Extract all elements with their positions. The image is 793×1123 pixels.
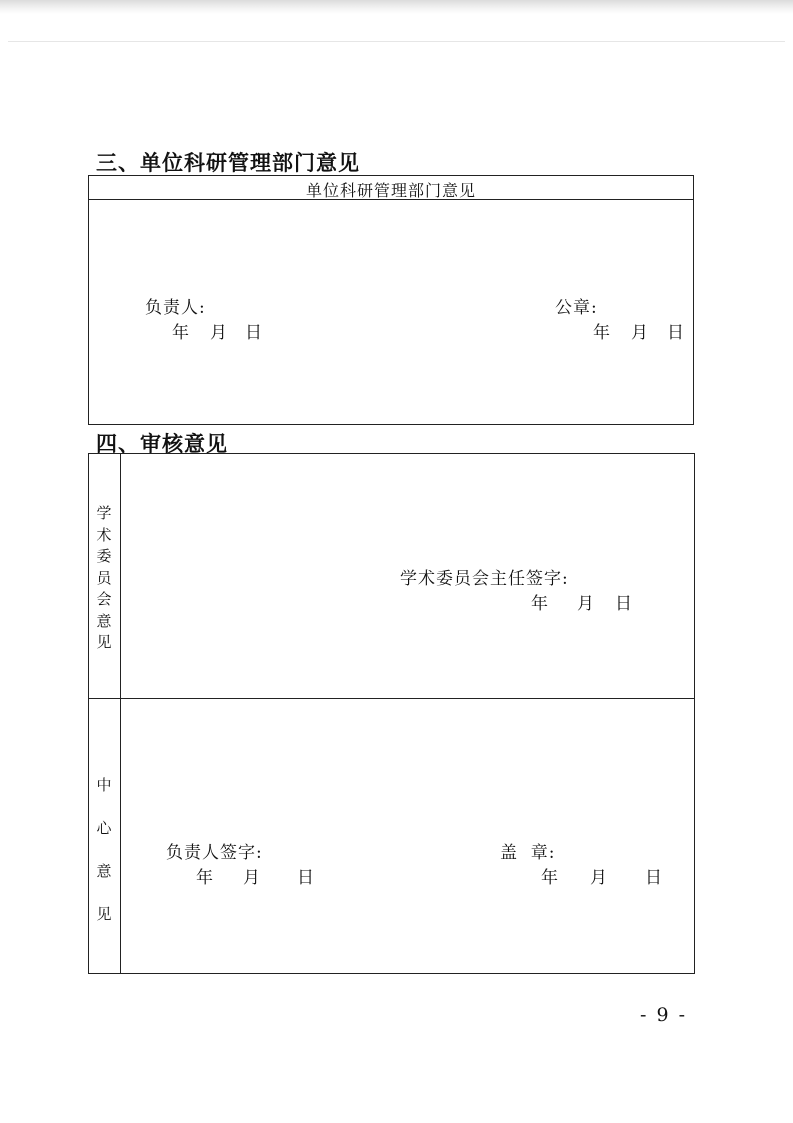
scan-line	[8, 41, 785, 42]
committee-year: 年	[531, 594, 549, 614]
section4-table	[88, 453, 695, 974]
center-left-day: 日	[297, 868, 315, 888]
committee-label-char: 会	[96, 590, 112, 608]
section4-label-column-divider	[120, 453, 121, 974]
center-right-month: 月	[590, 868, 608, 888]
committee-month: 月	[577, 594, 595, 614]
committee-day: 日	[615, 594, 633, 614]
committee-label-char: 术	[96, 525, 112, 544]
section4-heading: 四、审核意见	[96, 432, 228, 456]
center-seal-label: 盖 章:	[500, 843, 556, 863]
center-right-day: 日	[645, 868, 663, 888]
center-left-year: 年	[196, 868, 214, 888]
section4-row-divider	[88, 698, 695, 699]
committee-label-char: 委	[96, 547, 112, 565]
section3-left-month: 月	[210, 323, 228, 343]
section3-table-title: 单位科研管理部门意见	[305, 181, 476, 200]
committee-label-char: 学	[96, 504, 112, 522]
center-row-label	[88, 764, 120, 936]
center-label-char: 心	[96, 819, 112, 837]
center-label-char: 中	[96, 776, 112, 794]
committee-label-char: 员	[96, 568, 112, 587]
section3-left-year: 年	[172, 323, 190, 343]
center-left-month: 月	[243, 868, 261, 888]
section3-responsible-label: 负责人:	[145, 298, 206, 318]
center-right-year: 年	[541, 868, 559, 888]
committee-row-label	[88, 503, 120, 654]
center-responsible-label: 负责人签字:	[166, 843, 263, 863]
section3-heading: 三、单位科研管理部门意见	[96, 151, 360, 175]
center-label-char: 意	[96, 862, 112, 880]
scan-edge	[0, 0, 793, 14]
section3-seal-label: 公章:	[555, 298, 598, 318]
section3-right-month: 月	[631, 323, 649, 343]
committee-sign-label: 学术委员会主任签字:	[400, 569, 569, 589]
section3-left-day: 日	[245, 323, 263, 343]
section3-right-day: 日	[667, 323, 685, 343]
section3-right-year: 年	[593, 323, 611, 343]
center-label-char: 见	[96, 905, 112, 923]
committee-label-char: 见	[96, 633, 112, 651]
committee-label-char: 意	[96, 611, 112, 630]
page-number: - 9 -	[640, 1004, 688, 1026]
